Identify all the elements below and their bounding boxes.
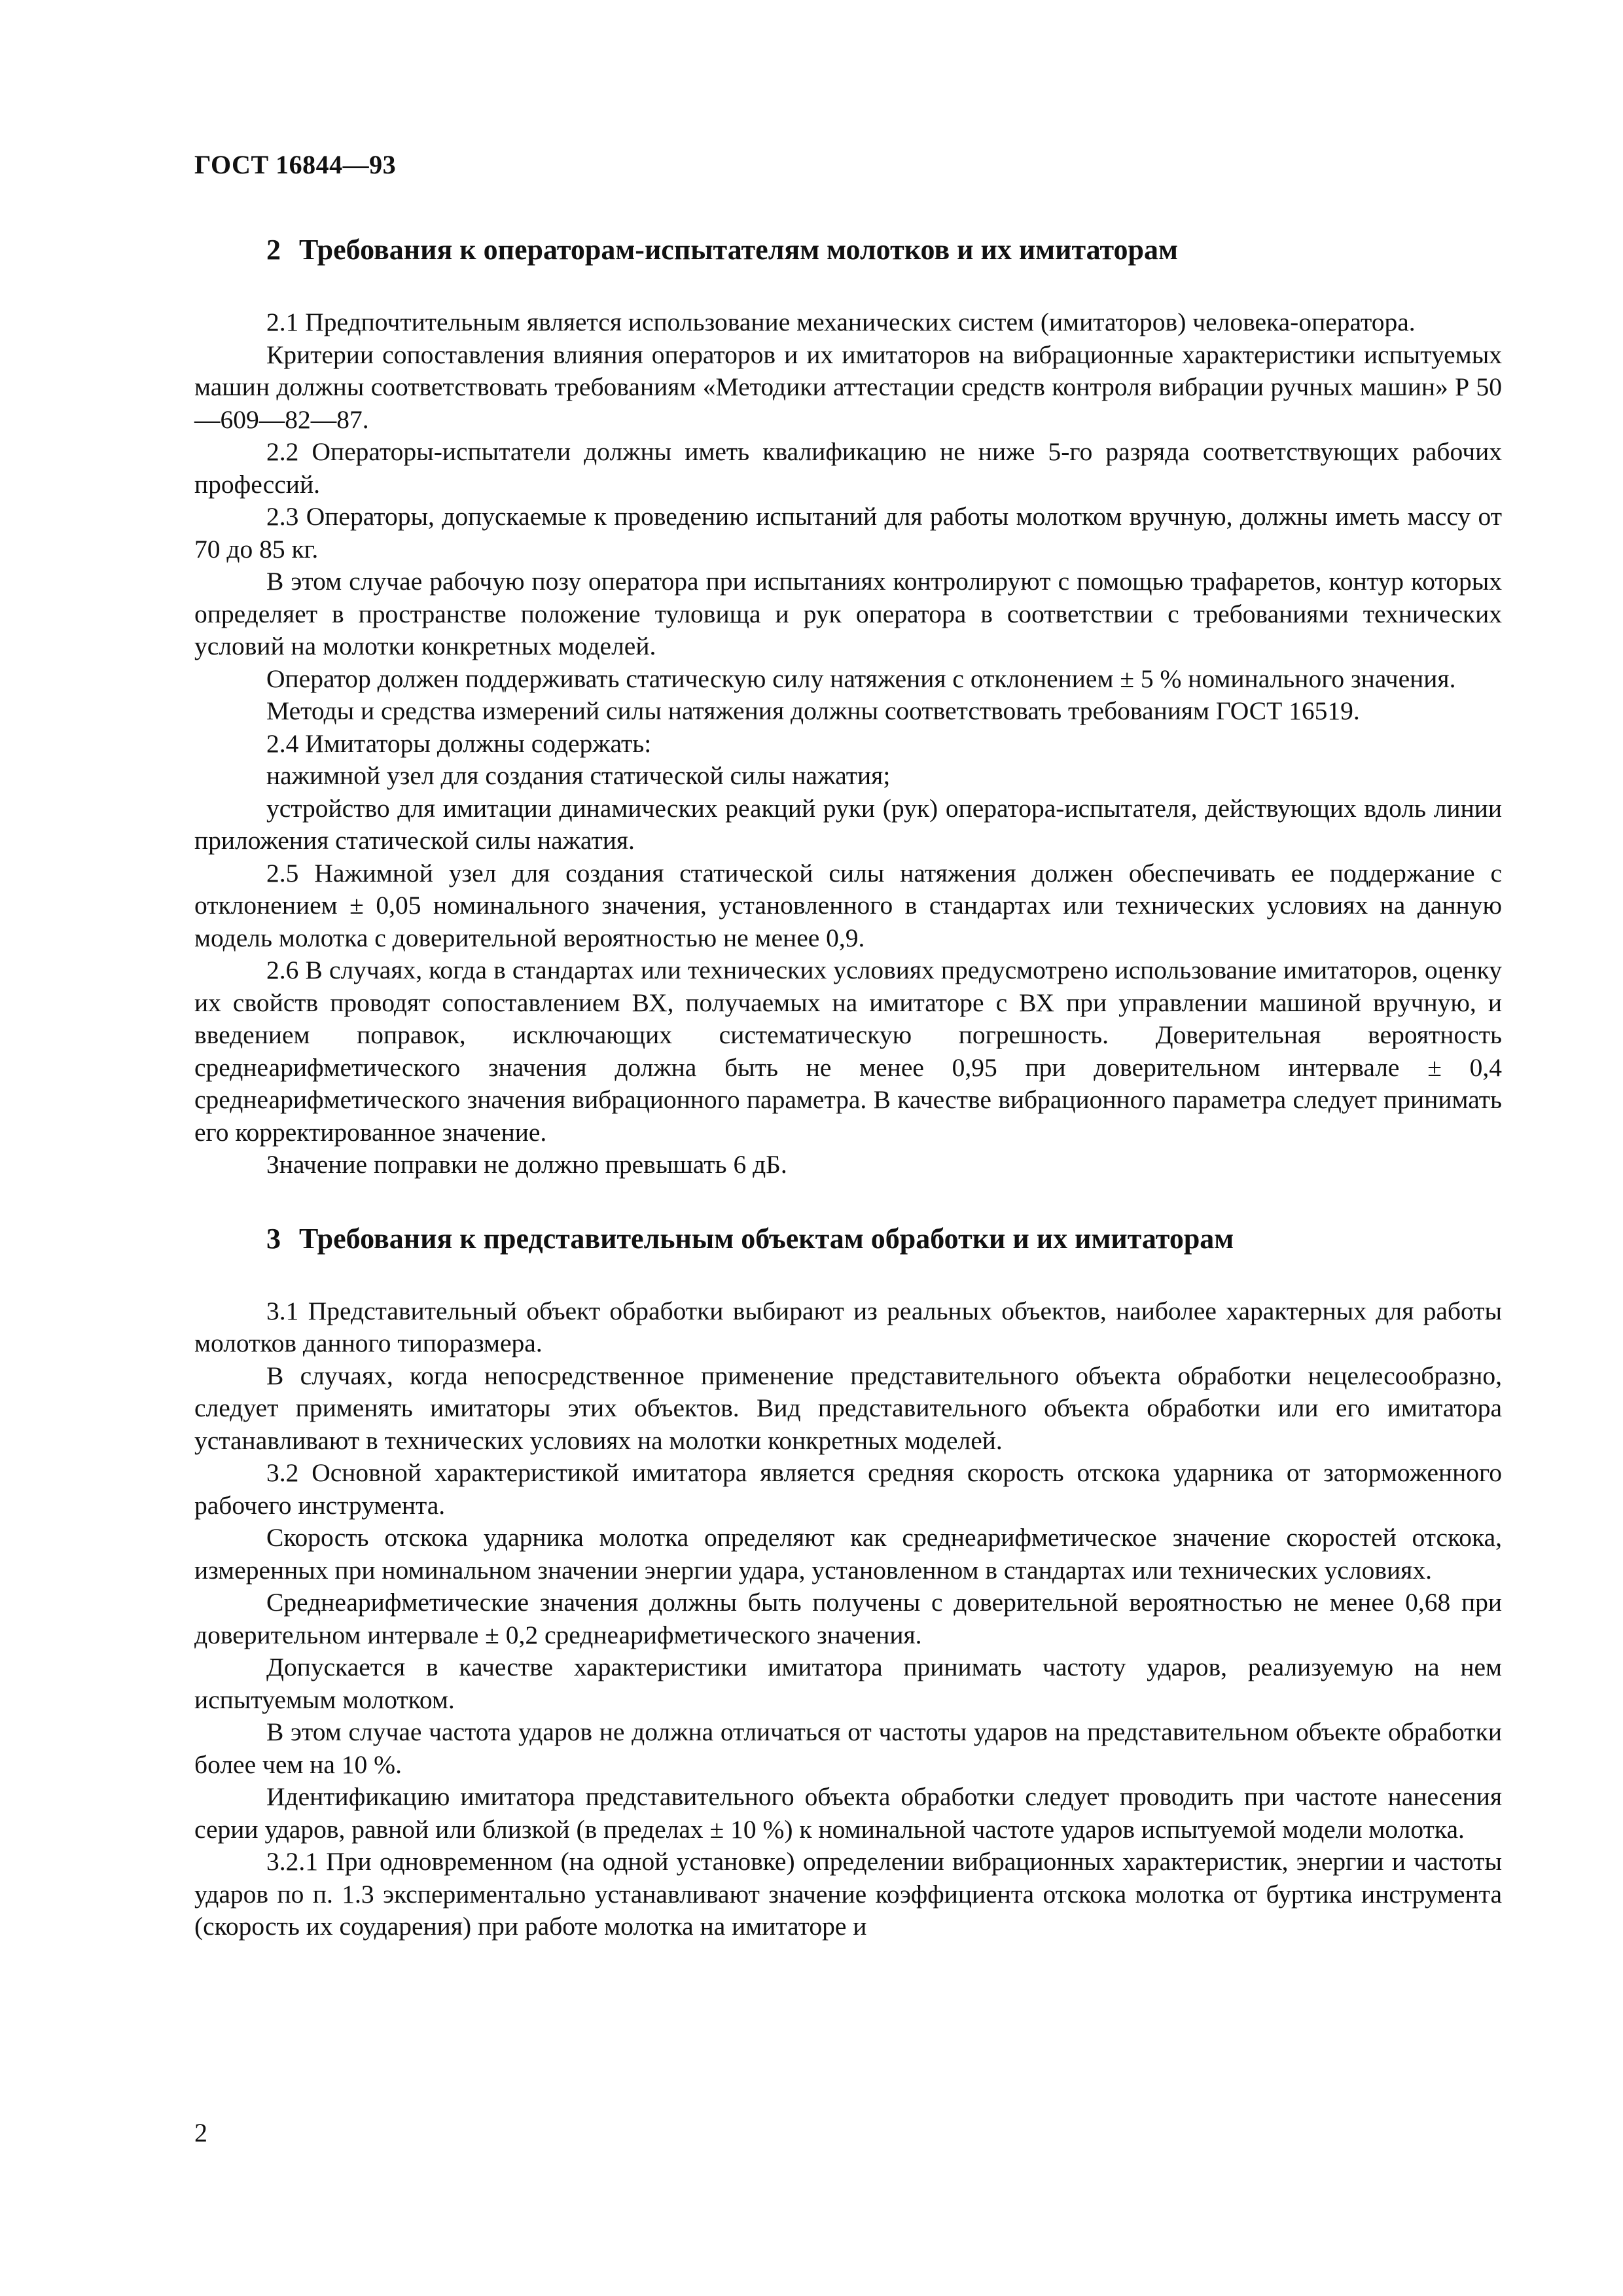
list-item: нажимной узел для создания статической силы нажатия; [266,761,891,790]
paragraph-2-4: 2.4 Имитаторы должны содержать: [266,728,652,758]
paragraph: Оператор должен поддерживать статическую силу натяжения с отклонением ± 5 % номинального значения. [266,664,1456,693]
paragraph-2-1: 2.1 Предпочтительным является использование механических систем (имитаторов) человека-оператора. [266,308,1416,336]
paragraph: В этом случае рабочую позу оператора при испытаниях контролируют с помощью трафаретов, контур которых определяет в пространстве положение туловища и рук оператора в соответствии с требованиями технических условий на молотки конкретных моделей. [194,567,1502,660]
section-2-heading [194,230,1502,270]
paragraph: Критерии сопоставления влияния операторов и их имитаторов на вибрационные характеристики испытуемых машин должны соответствовать требованиям «Методики аттестации средств контроля вибрации ручных машин» Р 50—609—82—87. [194,340,1502,434]
document-body [194,230,1502,1943]
paragraph: В случаях, когда непосредственное применение представительного объекта обработки нецелесообразно, следует применять имитаторы этих объектов. Вид представительного объекта обработки или его имитатора устанавливают в технических условиях на молотки конкретных моделей. [194,1361,1502,1455]
page-number: 2 [194,2118,207,2147]
section-2 [194,230,1502,1181]
list-item: устройство для имитации динамических реакций руки (рук) оператора-испытателя, действующих вдоль линии приложения статической силы нажатия. [194,793,1502,855]
paragraph: Методы и средства измерений силы натяжения должны соответствовать требованиям ГОСТ 16519. [266,696,1360,725]
section-3-heading [194,1219,1502,1259]
paragraph: Скорость отскока ударника молотка определяют как среднеарифметическое значение скоростей отскока, измеренных при номинальном значении энергии удара, установленном в стандартах или технических условиях. [194,1523,1502,1585]
section-3-title: Требования к представительным объектам обработки и их имитаторам [299,1222,1234,1255]
section-3 [194,1219,1502,1943]
paragraph-2-6: 2.6 В случаях, когда в стандартах или технических условиях предусмотрено использование имитаторов, оценку их свойств проводят сопоставлением ВХ, получаемых на имитаторе с ВХ при управлении машиной вручную, и введением поправок, исключающих систематическую погрешность. Доверительная вероятность среднеарифметического значения должна быть не менее 0,95 при доверительном интервале ± 0,4 среднеарифметического значения вибрационного параметра. В качестве вибрационного параметра следует принимать его корректированное значение. [194,956,1502,1147]
paragraph: Значение поправки не должно превышать 6 дБ. [266,1150,787,1179]
section-spacer [194,1181,1502,1219]
paragraph: В этом случае частота ударов не должна отличаться от частоты ударов на представительном объекте обработки более чем на 10 %. [194,1717,1502,1779]
paragraph-2-2: 2.2 Операторы-испытатели должны иметь квалификацию не ниже 5-го разряда соответствующих рабочих профессий. [194,437,1502,499]
section-3-number: 3 [266,1222,281,1255]
section-2-number: 2 [266,234,281,266]
document-header: ГОСТ 16844—93 [194,150,397,179]
paragraph-3-2: 3.2 Основной характеристикой имитатора является средняя скорость отскока ударника от заторможенного рабочего инструмента. [194,1458,1502,1520]
paragraph-3-1: 3.1 Представительный объект обработки выбирают из реальных объектов, наиболее характерных для работы молотков данного типоразмера. [194,1296,1502,1357]
paragraph: Идентификацию имитатора представительного объекта обработки следует проводить при частоте нанесения серии ударов, равной или близкой (в пределах ± 10 %) к номинальной частоте ударов испытуемой модели молотка. [194,1782,1502,1844]
section-2-title: Требования к операторам-испытателям молотков и их имитаторам [299,234,1178,266]
paragraph-3-2-1: 3.2.1 При одновременном (на одной установке) определении вибрационных характеристик, энергии и частоты ударов по п. 1.3 экспериментально устанавливают значение коэффициента отскока молотка от буртика инструмента (скорость их соударения) при работе молотка на имитаторе и [194,1847,1502,1941]
paragraph-2-5: 2.5 Нажимной узел для создания статической силы натяжения должен обеспечивать ее поддержание с отклонением ± 0,05 номинального значения, установленного в стандартах или технических условиях на данную модель молотка с доверительной вероятностью не менее 0,9. [194,858,1502,952]
paragraph: Допускается в качестве характеристики имитатора принимать частоту ударов, реализуемую на нем испытуемым молотком. [194,1653,1502,1714]
paragraph: Среднеарифметические значения должны быть получены с доверительной вероятностью не менее 0,68 при доверительном интервале ± 0,2 среднеарифметического значения. [194,1588,1502,1649]
paragraph-2-3: 2.3 Операторы, допускаемые к проведению испытаний для работы молотком вручную, должны иметь массу от 70 до 85 кг. [194,502,1502,564]
